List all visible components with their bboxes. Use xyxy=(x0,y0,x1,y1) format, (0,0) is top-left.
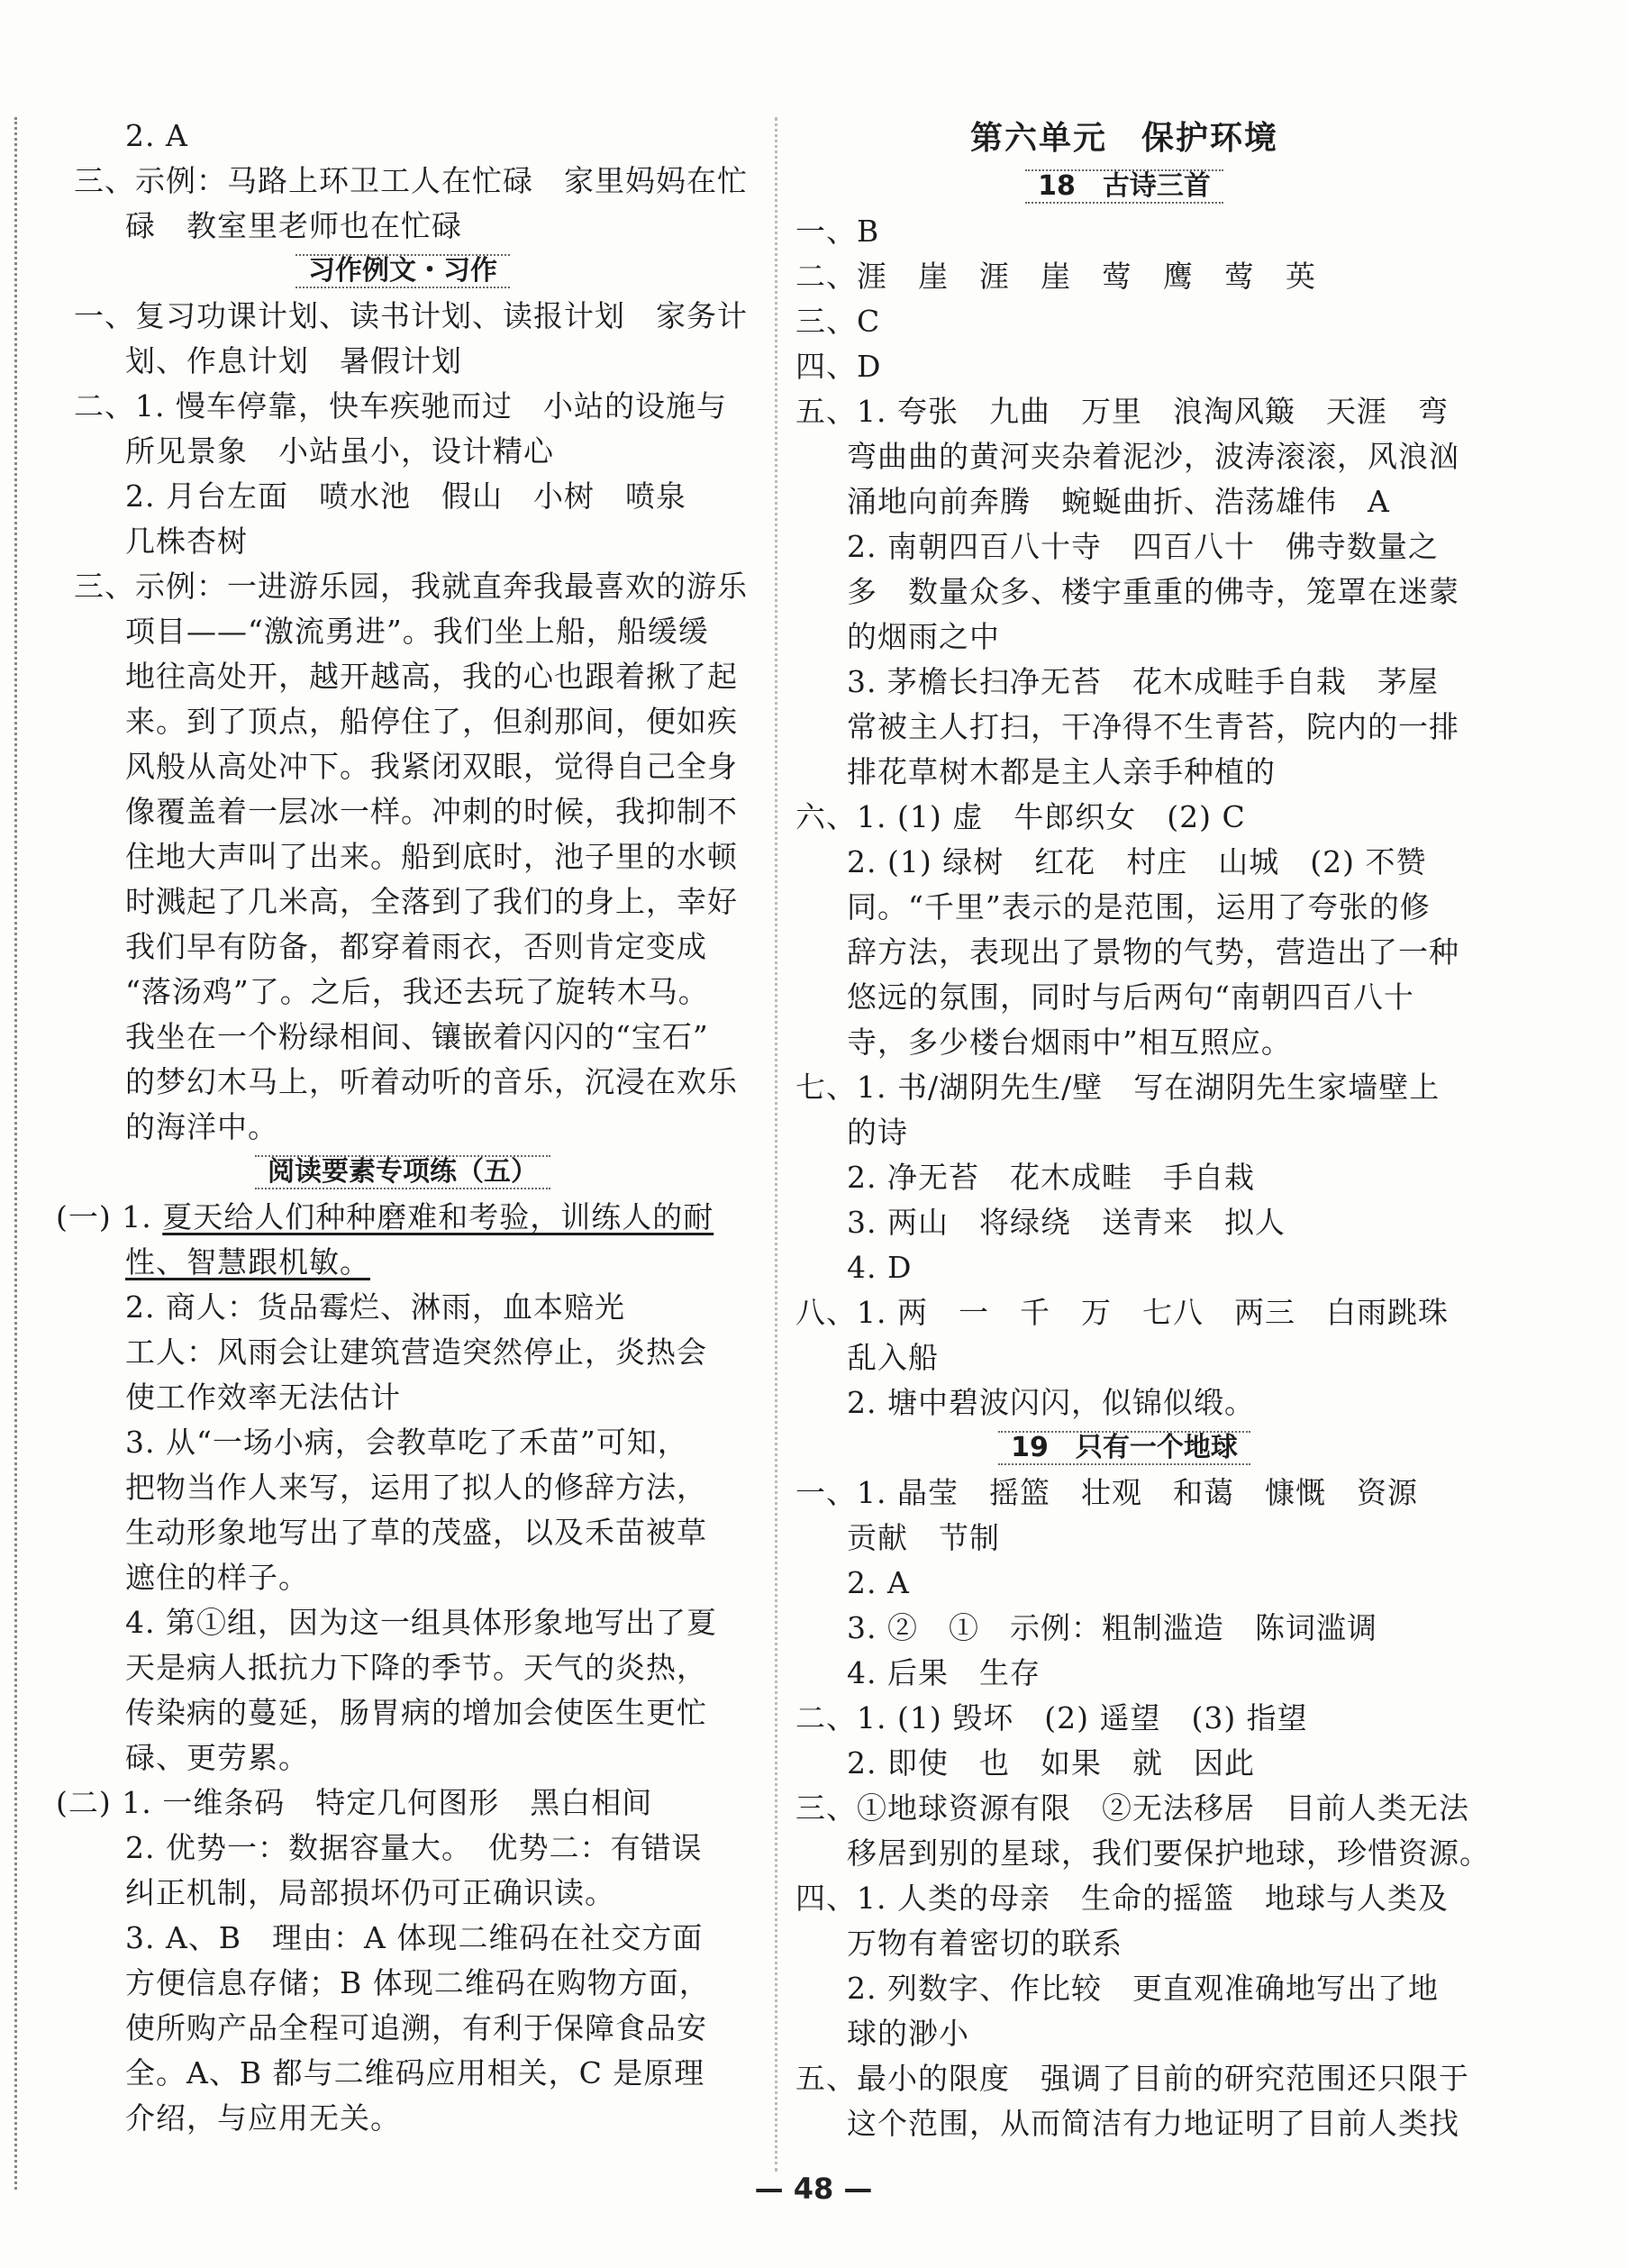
answer-line: 把物当作人来写，运用了拟人的修辞方法， xyxy=(125,1470,707,1505)
answer-line: 常被主人打扫，干净得不生青苔，院内的一排 xyxy=(847,709,1459,744)
answer-line: 排花草树木都是主人亲手种植的 xyxy=(847,754,1276,789)
answer-line: 2. 即使 也 如果 就 因此 xyxy=(847,1745,1255,1781)
answer-line: 多 数量众多、楼宇重重的佛寺，笼罩在迷蒙 xyxy=(847,574,1459,609)
answer-line: 4. D xyxy=(847,1250,913,1285)
answer-line: 时溅起了几米高，全落到了我们的身上，幸好 xyxy=(125,884,738,919)
answer-line: 几株杏树 xyxy=(125,524,248,559)
answer-line: 3. 从“一场小病，会教草吃了禾苗”可知， xyxy=(125,1425,688,1460)
answer-line: 移居到别的星球，我们要保护地球，珍惜资源。 xyxy=(847,1835,1490,1871)
left-column xyxy=(56,114,748,2141)
answer-line: 4. 后果 生存 xyxy=(847,1655,1041,1690)
answer-line: 万物有着密切的联系 xyxy=(847,1926,1123,1961)
answer-line: 遮住的样子。 xyxy=(125,1560,309,1595)
answer-line: 生动形象地写出了草的茂盛，以及禾苗被草 xyxy=(125,1515,707,1550)
answer-line: 地往高处开，越开越高，我的心也跟着揪了起 xyxy=(125,659,738,694)
answer-line: 2. 列数字、作比较 更直观准确地写出了地 xyxy=(847,1971,1439,2006)
answer-line: 四、D xyxy=(795,349,882,384)
answer-line: 3. 两山 将绿绕 送青来 拟人 xyxy=(847,1205,1286,1240)
column-divider xyxy=(775,117,777,2172)
answer-line: 碌、更劳累。 xyxy=(125,1740,309,1775)
answer-line: 寺，多少楼台烟雨中”相互照应。 xyxy=(847,1025,1292,1060)
answer-line: “落汤鸡”了。之后，我还去玩了旋转木马。 xyxy=(125,974,709,1009)
answer-line: 传染病的蔓延，肠胃病的增加会使医生更忙 xyxy=(125,1695,707,1730)
answer-line: 的诗 xyxy=(847,1115,908,1150)
answer-line: 全。A、B 都与二维码应用相关，C 是原理 xyxy=(125,2055,705,2090)
answer-line: 我坐在一个粉绿相间、镶嵌着闪闪的“宝石” xyxy=(125,1019,709,1054)
answer-line: 3. 茅檐长扫净无苔 花木成畦手自栽 茅屋 xyxy=(847,664,1439,699)
answer-line: 五、最小的限度 强调了目前的研究范围还只限于 xyxy=(795,2061,1469,2096)
section-heading: 19 只有一个地球 xyxy=(795,1425,1453,1471)
section-heading: 阅读要素专项练（五） xyxy=(74,1150,732,1195)
underlined-answer: 夏天给人们种种磨难和考验，训练人的耐 xyxy=(162,1199,714,1234)
answer-line: 划、作息计划 暑假计划 xyxy=(125,343,462,378)
answer-line: 球的渺小 xyxy=(847,2016,969,2051)
answer-line: 三、示例：马路上环卫工人在忙碌 家里妈妈在忙 xyxy=(74,163,748,198)
answer-line: 同。“千里”表示的是范围，运用了夸张的修 xyxy=(847,889,1431,925)
answer-line: 2. 商人：货品霉烂、淋雨，血本赔光 xyxy=(125,1289,625,1325)
answer-line: 使工作效率无法估计 xyxy=(125,1380,401,1415)
answer-line: 六、1. (1) 虚 牛郎织女 (2) C xyxy=(795,799,1246,834)
answer-line: 三、C xyxy=(795,304,881,339)
answer-line: 2. 塘中碧波闪闪，似锦似缎。 xyxy=(847,1385,1255,1420)
answer-line: 辞方法，表现出了景物的气势，营造出了一种 xyxy=(847,934,1459,970)
answer-line: 碌 教室里老师也在忙碌 xyxy=(125,208,462,243)
answer-line: 2. 月台左面 喷水池 假山 小树 喷泉 xyxy=(125,478,686,514)
answer-line: 悠远的氛围，同时与后两句“南朝四百八十 xyxy=(847,979,1414,1015)
answer-line: 方便信息存储；B 体现二维码在购物方面， xyxy=(125,1965,710,2000)
answer-line: 一、B xyxy=(795,214,880,249)
answer-line xyxy=(56,1195,732,1240)
answer-line: 一、复习功课计划、读书计划、读报计划 家务计 xyxy=(74,298,748,333)
answer-line: 的海洋中。 xyxy=(125,1109,278,1144)
answer-line: 五、1. 夸张 九曲 万里 浪淘风簸 天涯 弯 xyxy=(795,394,1449,429)
answer-line: 八、1. 两 一 千 万 七八 两三 白雨跳珠 xyxy=(795,1295,1449,1330)
page-number: — 48 — xyxy=(754,2172,873,2206)
answer-line: 2. 净无苔 花木成畦 手自栽 xyxy=(847,1160,1255,1195)
answer-line: 三、①地球资源有限 ②无法移居 目前人类无法 xyxy=(795,1790,1469,1826)
answer-line: 涌地向前奔腾 蜿蜒曲折、浩荡雄伟 A xyxy=(847,484,1390,519)
answer-line: 的烟雨之中 xyxy=(847,619,1000,654)
answer-line: 贡献 节制 xyxy=(847,1520,1000,1555)
answer-line: 介绍，与应用无关。 xyxy=(125,2100,401,2136)
underlined-answer: 性、智慧跟机敏。 xyxy=(125,1244,370,1280)
answer-line: 4. 第①组，因为这一组具体形象地写出了夏 xyxy=(125,1605,717,1640)
answer-line: 七、1. 书/湖阴先生/壁 写在湖阴先生家墙壁上 xyxy=(795,1070,1441,1105)
answer-line: 一、1. 晶莹 摇篮 壮观 和蔼 慷慨 资源 xyxy=(795,1475,1418,1510)
answer-line: 四、1. 人类的母亲 生命的摇篮 地球与人类及 xyxy=(795,1881,1449,1916)
answer-line: 天是病人抵抗力下降的季节。天气的炎热， xyxy=(125,1650,707,1685)
answer-line: 2. A xyxy=(125,118,188,153)
section-heading: 18 古诗三首 xyxy=(795,164,1453,209)
unit-title: 第六单元 保护环境 xyxy=(969,120,1278,157)
binding-margin xyxy=(14,117,17,2190)
answer-line: 2. 优势一：数据容量大。 优势二：有错误 xyxy=(125,1830,703,1865)
answer-line: 像覆盖着一层冰一样。冲刺的时候，我抑制不 xyxy=(125,794,738,829)
right-column xyxy=(795,114,1490,2146)
answer-line: (二) 1. 一维条码 特定几何图形 黑白相间 xyxy=(56,1785,653,1820)
answer-line: 3. ② ① 示例：粗制滥造 陈词滥调 xyxy=(847,1610,1377,1645)
question-number: (一) 1. xyxy=(56,1199,163,1234)
answer-line: 三、示例：一进游乐园，我就直奔我最喜欢的游乐 xyxy=(74,569,748,604)
answer-line: 2. (1) 绿树 红花 村庄 山城 (2) 不赞 xyxy=(847,844,1427,879)
answer-line: 二、涯 崖 涯 崖 莺 鹰 莺 英 xyxy=(795,259,1316,294)
answer-line: 二、1. (1) 毁坏 (2) 遥望 (3) 指望 xyxy=(795,1700,1308,1735)
answer-line: 这个范围，从而简洁有力地证明了目前人类找 xyxy=(847,2106,1459,2141)
answer-line: 的梦幻木马上，听着动听的音乐，沉浸在欢乐 xyxy=(125,1064,738,1099)
answer-line: 乱入船 xyxy=(847,1340,939,1375)
answer-line: 所见景象 小站虽小，设计精心 xyxy=(125,433,554,469)
answer-line: 3. A、B 理由：A 体现二维码在社交方面 xyxy=(125,1920,704,1955)
answer-line: 风般从高处冲下。我紧闭双眼，觉得自己全身 xyxy=(125,749,738,784)
answer-line: 弯曲曲的黄河夹杂着泥沙，波涛滚滚，风浪汹 xyxy=(847,439,1459,474)
section-heading: 习作例文・习作 xyxy=(74,249,732,294)
answer-line: 工人：风雨会让建筑营造突然停止，炎热会 xyxy=(125,1334,707,1370)
answer-line: 我们早有防备，都穿着雨衣，否则肯定变成 xyxy=(125,929,707,964)
answer-line: 二、1. 慢车停靠，快车疾驰而过 小站的设施与 xyxy=(74,388,727,424)
answer-line: 纠正机制，局部损坏仍可正确识读。 xyxy=(125,1875,615,1910)
answer-line: 2. 南朝四百八十寺 四百八十 佛寺数量之 xyxy=(847,529,1439,564)
answer-line: 2. A xyxy=(847,1565,910,1600)
answer-line: 使所购产品全程可追溯，有利于保障食品安 xyxy=(125,2010,707,2045)
answer-line: 项目——“激流勇进”。我们坐上船，船缓缓 xyxy=(125,614,709,649)
answer-line: 来。到了顶点，船停住了，但刹那间，便如疾 xyxy=(125,704,738,739)
answer-line: 住地大声叫了出来。船到底时，池子里的水顿 xyxy=(125,839,738,874)
